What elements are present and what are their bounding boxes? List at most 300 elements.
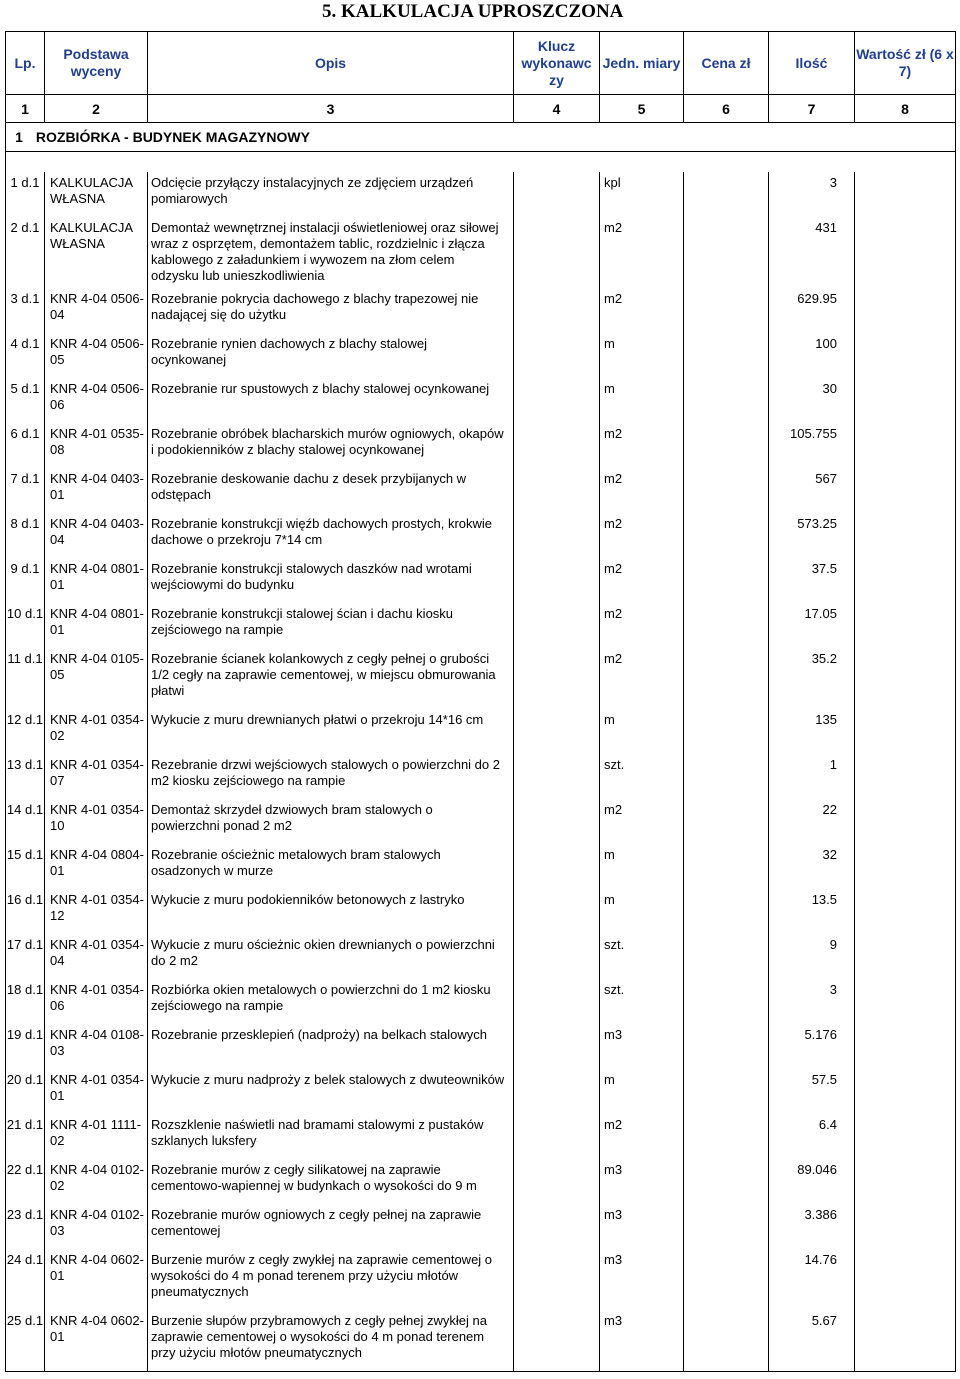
row-description-text: Rozebranie konstrukcji stalowej ścian i dachu kiosku zejściowego na rampie [151, 606, 454, 637]
row-value [855, 288, 956, 333]
row-value [855, 754, 956, 799]
row-price [684, 1249, 769, 1310]
row-base-text: KNR 4-01 1111-02 [50, 1117, 142, 1148]
row-unit [600, 333, 684, 378]
table-row [6, 333, 956, 378]
column-number: 7 [769, 95, 855, 123]
row-quantity-text: 567 [815, 471, 837, 486]
row-quantity [769, 1024, 855, 1069]
row-lp-text: 20 d.1 [6, 1072, 44, 1087]
row-key [514, 468, 600, 513]
row-key [514, 934, 600, 979]
row-value [855, 468, 956, 513]
column-number: 1 [6, 95, 45, 123]
page-title [0, 0, 960, 26]
row-lp-text: 6 d.1 [10, 426, 40, 441]
row-unit-text: m2 [604, 1117, 623, 1132]
row-quantity [769, 1114, 855, 1159]
row-quantity-text: 32 [822, 847, 837, 862]
row-unit [600, 1069, 684, 1114]
row-base-text: KNR 4-04 0506-04 [50, 291, 144, 322]
row-base [45, 333, 148, 378]
header-unit: Jedn. miary [600, 32, 684, 95]
row-description-text: Rozebranie murów z cegły silikatowej na zaprawie cementowo-wapiennej w budynkach o wysokości do 9 m [151, 1162, 477, 1193]
row-quantity [769, 709, 855, 754]
row-price [684, 333, 769, 378]
row-price [684, 558, 769, 603]
row-description [148, 288, 514, 333]
row-key [514, 889, 600, 934]
table-row [6, 799, 956, 844]
row-key [514, 844, 600, 889]
row-unit [600, 423, 684, 468]
table-row [6, 979, 956, 1024]
row-key [514, 1114, 600, 1159]
row-key [514, 603, 600, 648]
row-unit-text: m [604, 712, 615, 727]
row-base [45, 1159, 148, 1204]
row-lp [6, 1204, 45, 1249]
row-value [855, 603, 956, 648]
row-lp [6, 172, 45, 217]
row-lp-text: 5 d.1 [10, 381, 40, 396]
row-key [514, 1310, 600, 1371]
row-quantity [769, 1204, 855, 1249]
row-description-text: Odcięcie przyłączy instalacyjnych ze zdjęciem urządzeń pomiarowych [151, 175, 474, 206]
row-quantity-text: 431 [815, 220, 837, 235]
row-description-text: Rezebranie drzwi wejściowych stalowych o powierzchni do 2 m2 kiosku zejściowego na rampie [151, 757, 500, 788]
row-value [855, 844, 956, 889]
row-unit-text: m2 [604, 561, 623, 576]
row-price [684, 1069, 769, 1114]
row-description [148, 468, 514, 513]
row-quantity-text: 35.2 [811, 651, 837, 666]
row-lp [6, 558, 45, 603]
table-row [6, 648, 956, 709]
row-value [855, 217, 956, 288]
row-quantity [769, 513, 855, 558]
row-lp-text: 23 d.1 [6, 1207, 44, 1222]
row-price [684, 1310, 769, 1371]
row-description [148, 1159, 514, 1204]
row-base [45, 648, 148, 709]
column-number: 4 [514, 95, 600, 123]
row-key [514, 1249, 600, 1310]
row-description-text: Rozebranie ościeżnic metalowych bram stalowych osadzonych w murze [151, 847, 441, 878]
row-quantity-text: 100 [815, 336, 837, 351]
header-lp: Lp. [6, 32, 45, 95]
row-key [514, 288, 600, 333]
row-unit [600, 513, 684, 558]
table-row [6, 378, 956, 423]
row-base [45, 709, 148, 754]
column-number: 8 [855, 95, 956, 123]
row-unit [600, 799, 684, 844]
column-number: 2 [45, 95, 148, 123]
row-unit [600, 648, 684, 709]
row-price [684, 1159, 769, 1204]
row-description-text: Rozebranie deskowanie dachu z desek przybijanych w odstępach [151, 471, 467, 502]
table-row [6, 172, 956, 217]
row-price [684, 217, 769, 288]
row-description-text: Rozebranie rur spustowych z blachy stalowej ocynkowanej [151, 381, 490, 396]
row-base-text: KNR 4-01 0354-04 [50, 937, 144, 968]
row-base [45, 844, 148, 889]
row-value [855, 1249, 956, 1310]
row-unit-text: m3 [604, 1162, 623, 1177]
row-lp [6, 333, 45, 378]
column-number: 3 [148, 95, 514, 123]
header-base: Podstawa wyceny [45, 32, 148, 95]
row-base [45, 1310, 148, 1371]
row-key [514, 799, 600, 844]
row-quantity [769, 172, 855, 217]
header-description: Opis [148, 32, 514, 95]
row-base [45, 1069, 148, 1114]
row-lp [6, 799, 45, 844]
row-base-text: KNR 4-01 0354-06 [50, 982, 144, 1013]
row-description-text: Rozebranie konstrukcji więźb dachowych prostych, krokwie dachowe o przekroju 7*14 cm [151, 516, 493, 547]
table-row [6, 513, 956, 558]
row-price [684, 934, 769, 979]
row-lp [6, 1249, 45, 1310]
row-base [45, 1249, 148, 1310]
row-base [45, 217, 148, 288]
row-unit-text: m2 [604, 606, 623, 621]
row-description-text: Wykucie z muru drewnianych płatwi o przekroju 14*16 cm [151, 712, 484, 727]
row-base-text: KNR 4-04 0506-05 [50, 336, 144, 367]
row-quantity [769, 288, 855, 333]
row-value [855, 1114, 956, 1159]
row-base [45, 603, 148, 648]
row-quantity [769, 979, 855, 1024]
row-unit [600, 172, 684, 217]
row-base [45, 889, 148, 934]
row-quantity [769, 378, 855, 423]
row-unit [600, 1310, 684, 1371]
row-price [684, 288, 769, 333]
row-value [855, 172, 956, 217]
row-base-text: KNR 4-01 0354-10 [50, 802, 144, 833]
row-description-text: Rozszklenie naświetli nad bramami stalowymi z pustaków szklanych luksfery [151, 1117, 484, 1148]
row-quantity [769, 603, 855, 648]
row-lp [6, 288, 45, 333]
row-unit-text: m2 [604, 471, 623, 486]
row-quantity [769, 754, 855, 799]
row-price [684, 1024, 769, 1069]
row-lp [6, 423, 45, 468]
row-value [855, 709, 956, 754]
row-lp-text: 19 d.1 [6, 1027, 44, 1042]
section-number: 1 [15, 129, 23, 145]
page-title-text: 5. KALKULACJA UPROSZCZONA [322, 1, 624, 22]
row-unit-text: m3 [604, 1313, 623, 1328]
row-quantity [769, 423, 855, 468]
row-quantity [769, 648, 855, 709]
row-description-text: Burzenie słupów przybramowych z cegły pełnej zwykłej na zaprawie cementowej o wysokości do 4 m ponad terenem przy użyciu młotów pneumatycznych [151, 1313, 487, 1360]
row-unit [600, 378, 684, 423]
header-key: Klucz wykonawc zy [514, 32, 600, 95]
table-row [6, 844, 956, 889]
row-quantity-text: 5.67 [811, 1313, 837, 1328]
row-key [514, 333, 600, 378]
row-quantity [769, 1310, 855, 1371]
row-key [514, 1159, 600, 1204]
row-base [45, 468, 148, 513]
row-quantity [769, 217, 855, 288]
table-row [6, 288, 956, 333]
table-row [6, 603, 956, 648]
row-price [684, 513, 769, 558]
row-value [855, 889, 956, 934]
row-value [855, 513, 956, 558]
row-unit-text: m [604, 381, 615, 396]
row-lp-text: 7 d.1 [10, 471, 40, 486]
row-lp [6, 754, 45, 799]
row-quantity [769, 1069, 855, 1114]
row-price [684, 799, 769, 844]
row-lp-text: 8 d.1 [10, 516, 40, 531]
row-value [855, 1310, 956, 1371]
row-unit-text: m2 [604, 291, 623, 306]
row-price [684, 1114, 769, 1159]
row-description [148, 1069, 514, 1114]
row-base-text: KALKULACJA WŁASNA [50, 220, 133, 251]
row-lp [6, 979, 45, 1024]
row-unit-text: m3 [604, 1252, 623, 1267]
row-quantity-text: 3 [829, 982, 837, 997]
row-unit [600, 709, 684, 754]
table-row [6, 709, 956, 754]
row-unit [600, 889, 684, 934]
row-lp [6, 1159, 45, 1204]
header-quantity: Ilość [769, 32, 855, 95]
row-unit-text: m2 [604, 651, 623, 666]
row-unit [600, 754, 684, 799]
row-description [148, 754, 514, 799]
row-description-text: Rozebranie konstrukcji stalowych daszków nad wrotami wejściowymi do budynku [151, 561, 472, 592]
row-lp-text: 10 d.1 [6, 606, 44, 621]
row-unit [600, 1204, 684, 1249]
row-quantity-text: 57.5 [811, 1072, 837, 1087]
row-base-text: KNR 4-04 0403-04 [50, 516, 144, 547]
row-lp-text: 4 d.1 [10, 336, 40, 351]
row-description [148, 423, 514, 468]
row-base-text: KNR 4-04 0105-05 [50, 651, 144, 682]
row-lp-text: 14 d.1 [6, 802, 44, 817]
table-row [6, 423, 956, 468]
row-unit [600, 468, 684, 513]
row-key [514, 754, 600, 799]
row-description [148, 1024, 514, 1069]
table-row [6, 1114, 956, 1159]
row-quantity [769, 468, 855, 513]
row-description-text: Rozebranie murów ogniowych z cegły pełnej na zaprawie cementowej [151, 1207, 482, 1238]
row-lp [6, 934, 45, 979]
row-lp-text: 13 d.1 [6, 757, 44, 772]
row-base [45, 1024, 148, 1069]
row-key [514, 648, 600, 709]
table-row [6, 1310, 956, 1371]
row-quantity-text: 5.176 [804, 1027, 837, 1042]
row-quantity [769, 844, 855, 889]
row-lp [6, 648, 45, 709]
row-description [148, 889, 514, 934]
section-name: ROZBIÓRKA - BUDYNEK MAGAZYNOWY [35, 129, 310, 145]
row-lp-text: 25 d.1 [6, 1313, 44, 1328]
row-description-text: Demontaż skrzydeł dzwiowych bram stalowych o powierzchni ponad 2 m2 [151, 802, 433, 833]
row-value [855, 558, 956, 603]
row-lp-text: 21 d.1 [6, 1117, 44, 1132]
row-description [148, 378, 514, 423]
row-lp [6, 603, 45, 648]
row-unit-text: m2 [604, 516, 623, 531]
row-base [45, 378, 148, 423]
row-base [45, 754, 148, 799]
row-base-text: KNR 4-01 0535-08 [50, 426, 144, 457]
spacer-row [6, 152, 956, 173]
row-price [684, 648, 769, 709]
row-lp [6, 844, 45, 889]
row-description [148, 709, 514, 754]
table-row [6, 217, 956, 288]
row-lp-text: 22 d.1 [6, 1162, 44, 1177]
row-description-text: Rozebranie rynien dachowych z blachy stalowej ocynkowanej [151, 336, 428, 367]
row-value [855, 1024, 956, 1069]
row-description [148, 1310, 514, 1371]
row-unit [600, 934, 684, 979]
row-price [684, 889, 769, 934]
row-unit-text: m [604, 336, 615, 351]
row-base-text: KNR 4-04 0801-01 [50, 561, 144, 592]
row-unit [600, 979, 684, 1024]
row-key [514, 1204, 600, 1249]
row-lp-text: 16 d.1 [6, 892, 44, 907]
row-lp [6, 889, 45, 934]
row-description [148, 844, 514, 889]
row-quantity [769, 889, 855, 934]
row-base-text: KALKULACJA WŁASNA [50, 175, 133, 206]
row-unit-text: kpl [604, 175, 621, 190]
section-cell [6, 123, 956, 152]
row-value [855, 979, 956, 1024]
row-base [45, 288, 148, 333]
column-number: 6 [684, 95, 769, 123]
row-value [855, 934, 956, 979]
row-price [684, 378, 769, 423]
row-lp [6, 1069, 45, 1114]
row-description [148, 979, 514, 1024]
row-quantity-text: 14.76 [804, 1252, 837, 1267]
row-unit-text: m2 [604, 426, 623, 441]
row-description-text: Wykucie z muru nadproży z belek stalowych z dwuteowników [151, 1072, 505, 1087]
row-quantity-text: 105.755 [790, 426, 837, 441]
row-base [45, 979, 148, 1024]
section-row [6, 123, 956, 152]
row-base-text: KNR 4-04 0602-01 [50, 1252, 144, 1283]
row-lp-text: 15 d.1 [6, 847, 44, 862]
row-price [684, 423, 769, 468]
row-unit [600, 558, 684, 603]
table-row [6, 558, 956, 603]
row-price [684, 844, 769, 889]
table-row [6, 754, 956, 799]
row-key [514, 709, 600, 754]
row-lp-text: 18 d.1 [6, 982, 44, 997]
row-unit [600, 1159, 684, 1204]
row-price [684, 709, 769, 754]
row-price [684, 172, 769, 217]
row-key [514, 1024, 600, 1069]
row-unit-text: m [604, 892, 615, 907]
row-description-text: Wykucie z muru podokienników betonowych z lastryko [151, 892, 465, 907]
row-quantity-text: 22 [822, 802, 837, 817]
row-base [45, 172, 148, 217]
row-quantity-text: 135 [815, 712, 837, 727]
row-base-text: KNR 4-04 0602-01 [50, 1313, 144, 1344]
row-description-text: Rozebranie obróbek blacharskich murów ogniowych, okapów i podokienników z blachy stalowej ocynkowanej [151, 426, 504, 457]
row-description [148, 603, 514, 648]
row-value [855, 378, 956, 423]
row-unit [600, 1024, 684, 1069]
row-lp [6, 468, 45, 513]
row-base [45, 1204, 148, 1249]
row-description-text: Rozebranie pokrycia dachowego z blachy trapezowej nie nadającej się do użytku [151, 291, 479, 322]
row-unit [600, 603, 684, 648]
row-base [45, 1114, 148, 1159]
column-number-row [6, 95, 956, 123]
table-row [6, 889, 956, 934]
row-description [148, 934, 514, 979]
row-lp [6, 1310, 45, 1371]
row-lp-text: 3 d.1 [10, 291, 40, 306]
row-base-text: KNR 4-01 0354-12 [50, 892, 144, 923]
row-description-text: Wykucie z muru ościeżnic okien drewnianych o powierzchni do 2 m2 [151, 937, 495, 968]
row-base [45, 558, 148, 603]
row-base-text: KNR 4-01 0354-01 [50, 1072, 144, 1103]
table-row [6, 1249, 956, 1310]
row-key [514, 513, 600, 558]
row-description [148, 1114, 514, 1159]
row-base-text: KNR 4-04 0102-02 [50, 1162, 144, 1193]
row-lp [6, 513, 45, 558]
table-row [6, 1204, 956, 1249]
row-lp [6, 1114, 45, 1159]
row-key [514, 378, 600, 423]
row-lp-text: 2 d.1 [10, 220, 40, 235]
row-unit-text: szt. [604, 757, 625, 772]
row-description-text: Rozebranie przesklepień (nadproży) na belkach stalowych [151, 1027, 488, 1042]
row-key [514, 423, 600, 468]
column-number: 5 [600, 95, 684, 123]
row-price [684, 754, 769, 799]
row-quantity-text: 9 [829, 937, 837, 952]
row-lp-text: 12 d.1 [6, 712, 44, 727]
row-description-text: Rozbiórka okien metalowych o powierzchni do 1 m2 kiosku zejściowego na rampie [151, 982, 491, 1013]
row-base-text: KNR 4-04 0403-01 [50, 471, 144, 502]
row-lp [6, 1024, 45, 1069]
row-lp-text: 1 d.1 [10, 175, 40, 190]
row-lp-text: 11 d.1 [7, 651, 43, 666]
row-quantity-text: 3.386 [804, 1207, 837, 1222]
row-value [855, 423, 956, 468]
row-base [45, 934, 148, 979]
row-base-text: KNR 4-04 0801-01 [50, 606, 144, 637]
row-quantity-text: 37.5 [811, 561, 837, 576]
header-price: Cena zł [684, 32, 769, 95]
row-unit-text: m3 [604, 1027, 623, 1042]
row-unit-text: m [604, 1072, 615, 1087]
